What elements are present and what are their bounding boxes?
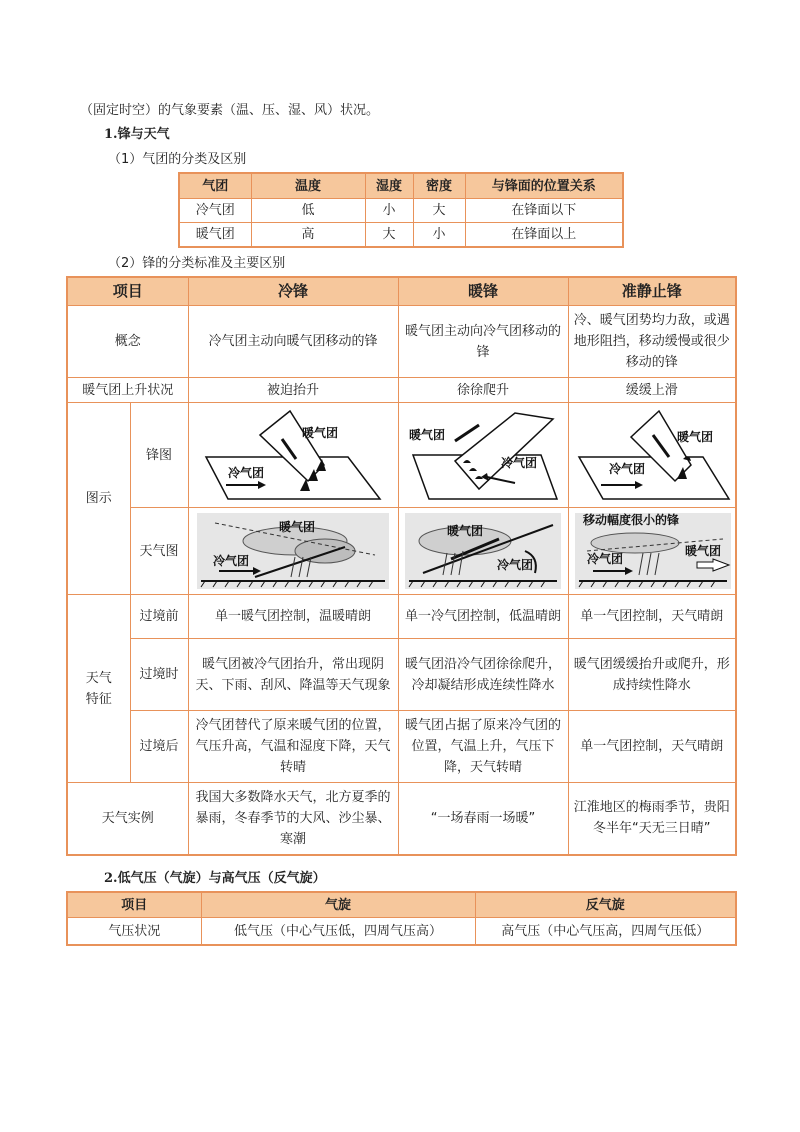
stationary-front-figure	[573, 407, 733, 503]
warm-front-weather-figure	[403, 511, 563, 591]
cell: 低气压（中心气压低，四周气压高）	[201, 918, 475, 946]
examples-row	[67, 783, 736, 855]
weather-diagram-row	[67, 508, 736, 595]
warm-air-label: 暖气团	[279, 520, 316, 534]
cell: 低	[251, 199, 365, 223]
cold-air-label: 冷气团	[586, 552, 623, 566]
cell: 大	[413, 199, 465, 223]
cell: 冷气团	[179, 199, 251, 223]
warm-air-label: 暖气团	[684, 544, 721, 558]
cell: 单一冷气团控制，低温晴朗	[398, 595, 568, 639]
sub2-title: （2）锋的分类标准及主要区别	[108, 256, 286, 271]
cell: 被迫抬升	[188, 378, 398, 403]
header-cell: 与锋面的位置关系	[465, 173, 623, 199]
cell: 在锋面以上	[465, 223, 623, 248]
header-cell: 气团	[179, 173, 251, 199]
cell: 冷、暖气团势均力敌，或遇地形阻挡，移动缓慢或很少移动的锋	[568, 306, 736, 378]
cell: 单一暖气团控制，温暖晴朗	[188, 595, 398, 639]
row-sublabel: 过境前	[130, 595, 188, 639]
warm-air-label: 暖气团	[409, 428, 446, 442]
cold-front-weather-figure	[195, 511, 391, 591]
cell: 暖气团沿冷气团徐徐爬升，冷却凝结形成连续性降水	[398, 639, 568, 711]
airmass-header-row	[179, 173, 623, 199]
cold-air-label: 冷气团	[497, 558, 534, 572]
table-row	[67, 918, 736, 946]
stationary-front-diagram	[568, 403, 736, 508]
cell: 暖气团占据了原来冷气团的位置，气温上升，气压下降，天气转晴	[398, 711, 568, 783]
cyclone-table	[66, 891, 737, 946]
cell: 单一气团控制，天气晴朗	[568, 711, 736, 783]
cold-air-label: 冷气团	[228, 466, 265, 480]
header-cell: 温度	[251, 173, 365, 199]
section1-title: 1.锋与天气	[104, 127, 170, 142]
cold-air-label: 冷气团	[501, 456, 538, 470]
stationary-front-weather-figure	[573, 511, 733, 591]
table-row	[179, 223, 623, 248]
row-label: 天气实例	[67, 783, 188, 855]
header-cell: 密度	[413, 173, 465, 199]
header-cell: 暖锋	[398, 277, 568, 306]
after-row	[67, 711, 736, 783]
row-sublabel: 过境时	[130, 639, 188, 711]
warm-front-weather-diagram	[398, 508, 568, 595]
cell: 小	[413, 223, 465, 248]
row-sublabel: 天气图	[130, 508, 188, 595]
cell: 高	[251, 223, 365, 248]
warm-front-diagram	[398, 403, 568, 508]
warm-air-label: 暖气团	[676, 430, 713, 444]
header-cell: 项目	[67, 892, 201, 918]
during-row	[67, 639, 736, 711]
cell: 暖气团缓缓抬升或爬升，形成持续性降水	[568, 639, 736, 711]
concept-row	[67, 306, 736, 378]
stationary-front-caption: 移动幅度很小的锋	[582, 513, 679, 527]
cell: 在锋面以下	[465, 199, 623, 223]
cell: “一场春雨一场暖”	[398, 783, 568, 855]
cold-front-weather-diagram	[188, 508, 398, 595]
cell: 高气压（中心气压高，四周气压低）	[475, 918, 736, 946]
front-diagram-row	[67, 403, 736, 508]
warm-front-figure	[403, 407, 563, 503]
warm-air-label: 暖气团	[302, 426, 339, 440]
row-label: 概念	[67, 306, 188, 378]
cold-front-figure	[198, 407, 388, 503]
sub1-title: （1）气团的分类及区别	[108, 152, 247, 167]
row-label	[67, 595, 130, 783]
cell: 单一气团控制，天气晴朗	[568, 595, 736, 639]
section2-title: 2.低气压（气旋）与高气压（反气旋）	[104, 871, 326, 886]
header-cell: 气旋	[201, 892, 475, 918]
rise-row	[67, 378, 736, 403]
cell: 小	[365, 199, 413, 223]
header-cell: 湿度	[365, 173, 413, 199]
cell: 江淮地区的梅雨季节，贵阳冬半年“天无三日晴”	[568, 783, 736, 855]
cold-front-diagram	[188, 403, 398, 508]
header-cell: 项目	[67, 277, 188, 306]
intro-line: （固定时空）的气象要素（温、压、湿、风）状况。	[80, 103, 380, 118]
cell: 缓缓上滑	[568, 378, 736, 403]
header-cell: 冷锋	[188, 277, 398, 306]
cell: 大	[365, 223, 413, 248]
before-row	[67, 595, 736, 639]
cell: 气压状况	[67, 918, 201, 946]
cyclone-header-row	[67, 892, 736, 918]
cell: 暖气团	[179, 223, 251, 248]
stationary-front-weather-diagram	[568, 508, 736, 595]
front-table	[66, 276, 737, 856]
row-label: 暖气团上升状况	[67, 378, 188, 403]
warm-air-label: 暖气团	[447, 524, 484, 538]
airmass-table	[178, 172, 624, 248]
cell: 冷气团替代了原来暖气团的位置，气压升高，气温和湿度下降，天气转晴	[188, 711, 398, 783]
row-sublabel: 过境后	[130, 711, 188, 783]
front-header-row	[67, 277, 736, 306]
header-cell: 反气旋	[475, 892, 736, 918]
cell: 暖气团主动向冷气团移动的锋	[398, 306, 568, 378]
weather-features-label: 天气特征	[85, 670, 112, 707]
row-label: 图示	[67, 403, 130, 595]
header-cell: 准静止锋	[568, 277, 736, 306]
cold-air-label: 冷气团	[608, 462, 645, 476]
row-sublabel: 锋图	[130, 403, 188, 508]
cell: 徐徐爬升	[398, 378, 568, 403]
cell: 暖气团被冷气团抬升，常出现阴天、下雨、刮风、降温等天气现象	[188, 639, 398, 711]
table-row	[179, 199, 623, 223]
cold-air-label: 冷气团	[213, 554, 250, 568]
cell: 冷气团主动向暖气团移动的锋	[188, 306, 398, 378]
cell: 我国大多数降水天气，北方夏季的暴雨，冬春季节的大风、沙尘暴、寒潮	[188, 783, 398, 855]
